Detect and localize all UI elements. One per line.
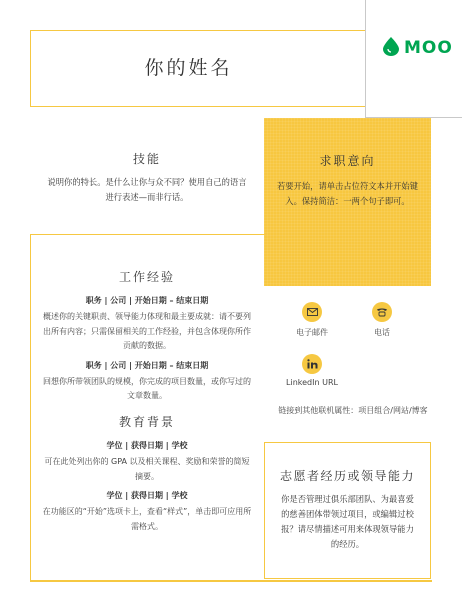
bottom-rule	[30, 580, 432, 582]
objective-title[interactable]: 求职意向	[319, 154, 376, 168]
volunteer-body[interactable]: 你是否管理过俱乐部团队、为最喜爱的慈善团体带领过项目，或编辑过校报？请尽情描述可用来体现领导能力的经历。	[281, 494, 414, 549]
skills-title[interactable]: 技能	[132, 152, 161, 166]
links-text[interactable]: 链接到其他联机属性：项目组合/网站/博客	[278, 406, 428, 415]
experience-section	[30, 268, 264, 409]
phone-label[interactable]: 电话	[374, 328, 390, 337]
job-header[interactable]: 职务 | 公司 | 开始日期 – 结束日期	[85, 296, 209, 305]
skills-body[interactable]: 说明你的特长。是什么让你与众不同？使用自己的语言进行表述—而非行话。	[47, 177, 247, 202]
skills-section	[30, 150, 264, 205]
logo-text: MOO	[404, 38, 453, 58]
logo	[382, 36, 453, 60]
degree-description[interactable]: 在功能区的“开始”选项卡上，查看“样式”，单击即可应用所需格式。	[42, 507, 252, 531]
job-description[interactable]: 概述你的关键职责、领导能力体现和最主要成就：请不要列出所有内容；只需保留相关的工作经验，并包含体现你所作贡献的数据。	[43, 312, 251, 350]
volunteer-title[interactable]: 志愿者经历或领导能力	[279, 469, 415, 483]
experience-title[interactable]: 工作经验	[118, 270, 175, 284]
resume-name[interactable]: 你的姓名	[144, 57, 233, 79]
phone-icon	[372, 302, 392, 322]
linkedin-label[interactable]: LinkedIn URL	[286, 378, 338, 387]
degree-description[interactable]: 可在此处列出你的 GPA 以及相关课程、奖励和荣誉的简短摘要。	[44, 457, 250, 481]
degree-header[interactable]: 学位 | 获得日期 | 学校	[106, 491, 188, 500]
volunteer-section	[264, 442, 431, 579]
education-title[interactable]: 教育背景	[118, 415, 175, 429]
job-header[interactable]: 职务 | 公司 | 开始日期 – 结束日期	[85, 360, 209, 370]
email-icon	[302, 302, 322, 322]
job-description[interactable]: 回想你所带领团队的规模，你完成的项目数量，或你写过的文章数量。	[43, 376, 251, 400]
degree-header[interactable]: 学位 | 获得日期 | 学校	[106, 441, 188, 450]
logo-box	[365, 0, 462, 118]
education-section	[30, 413, 264, 539]
linkedin-icon	[302, 354, 322, 374]
objective-body[interactable]: 若要开始，请单击占位符文本并开始键入。保持简洁：一两个句子即可。	[276, 181, 419, 206]
objective-section	[264, 118, 431, 286]
email-label[interactable]: 电子邮件	[296, 328, 328, 337]
moo-drop-icon	[382, 36, 400, 60]
